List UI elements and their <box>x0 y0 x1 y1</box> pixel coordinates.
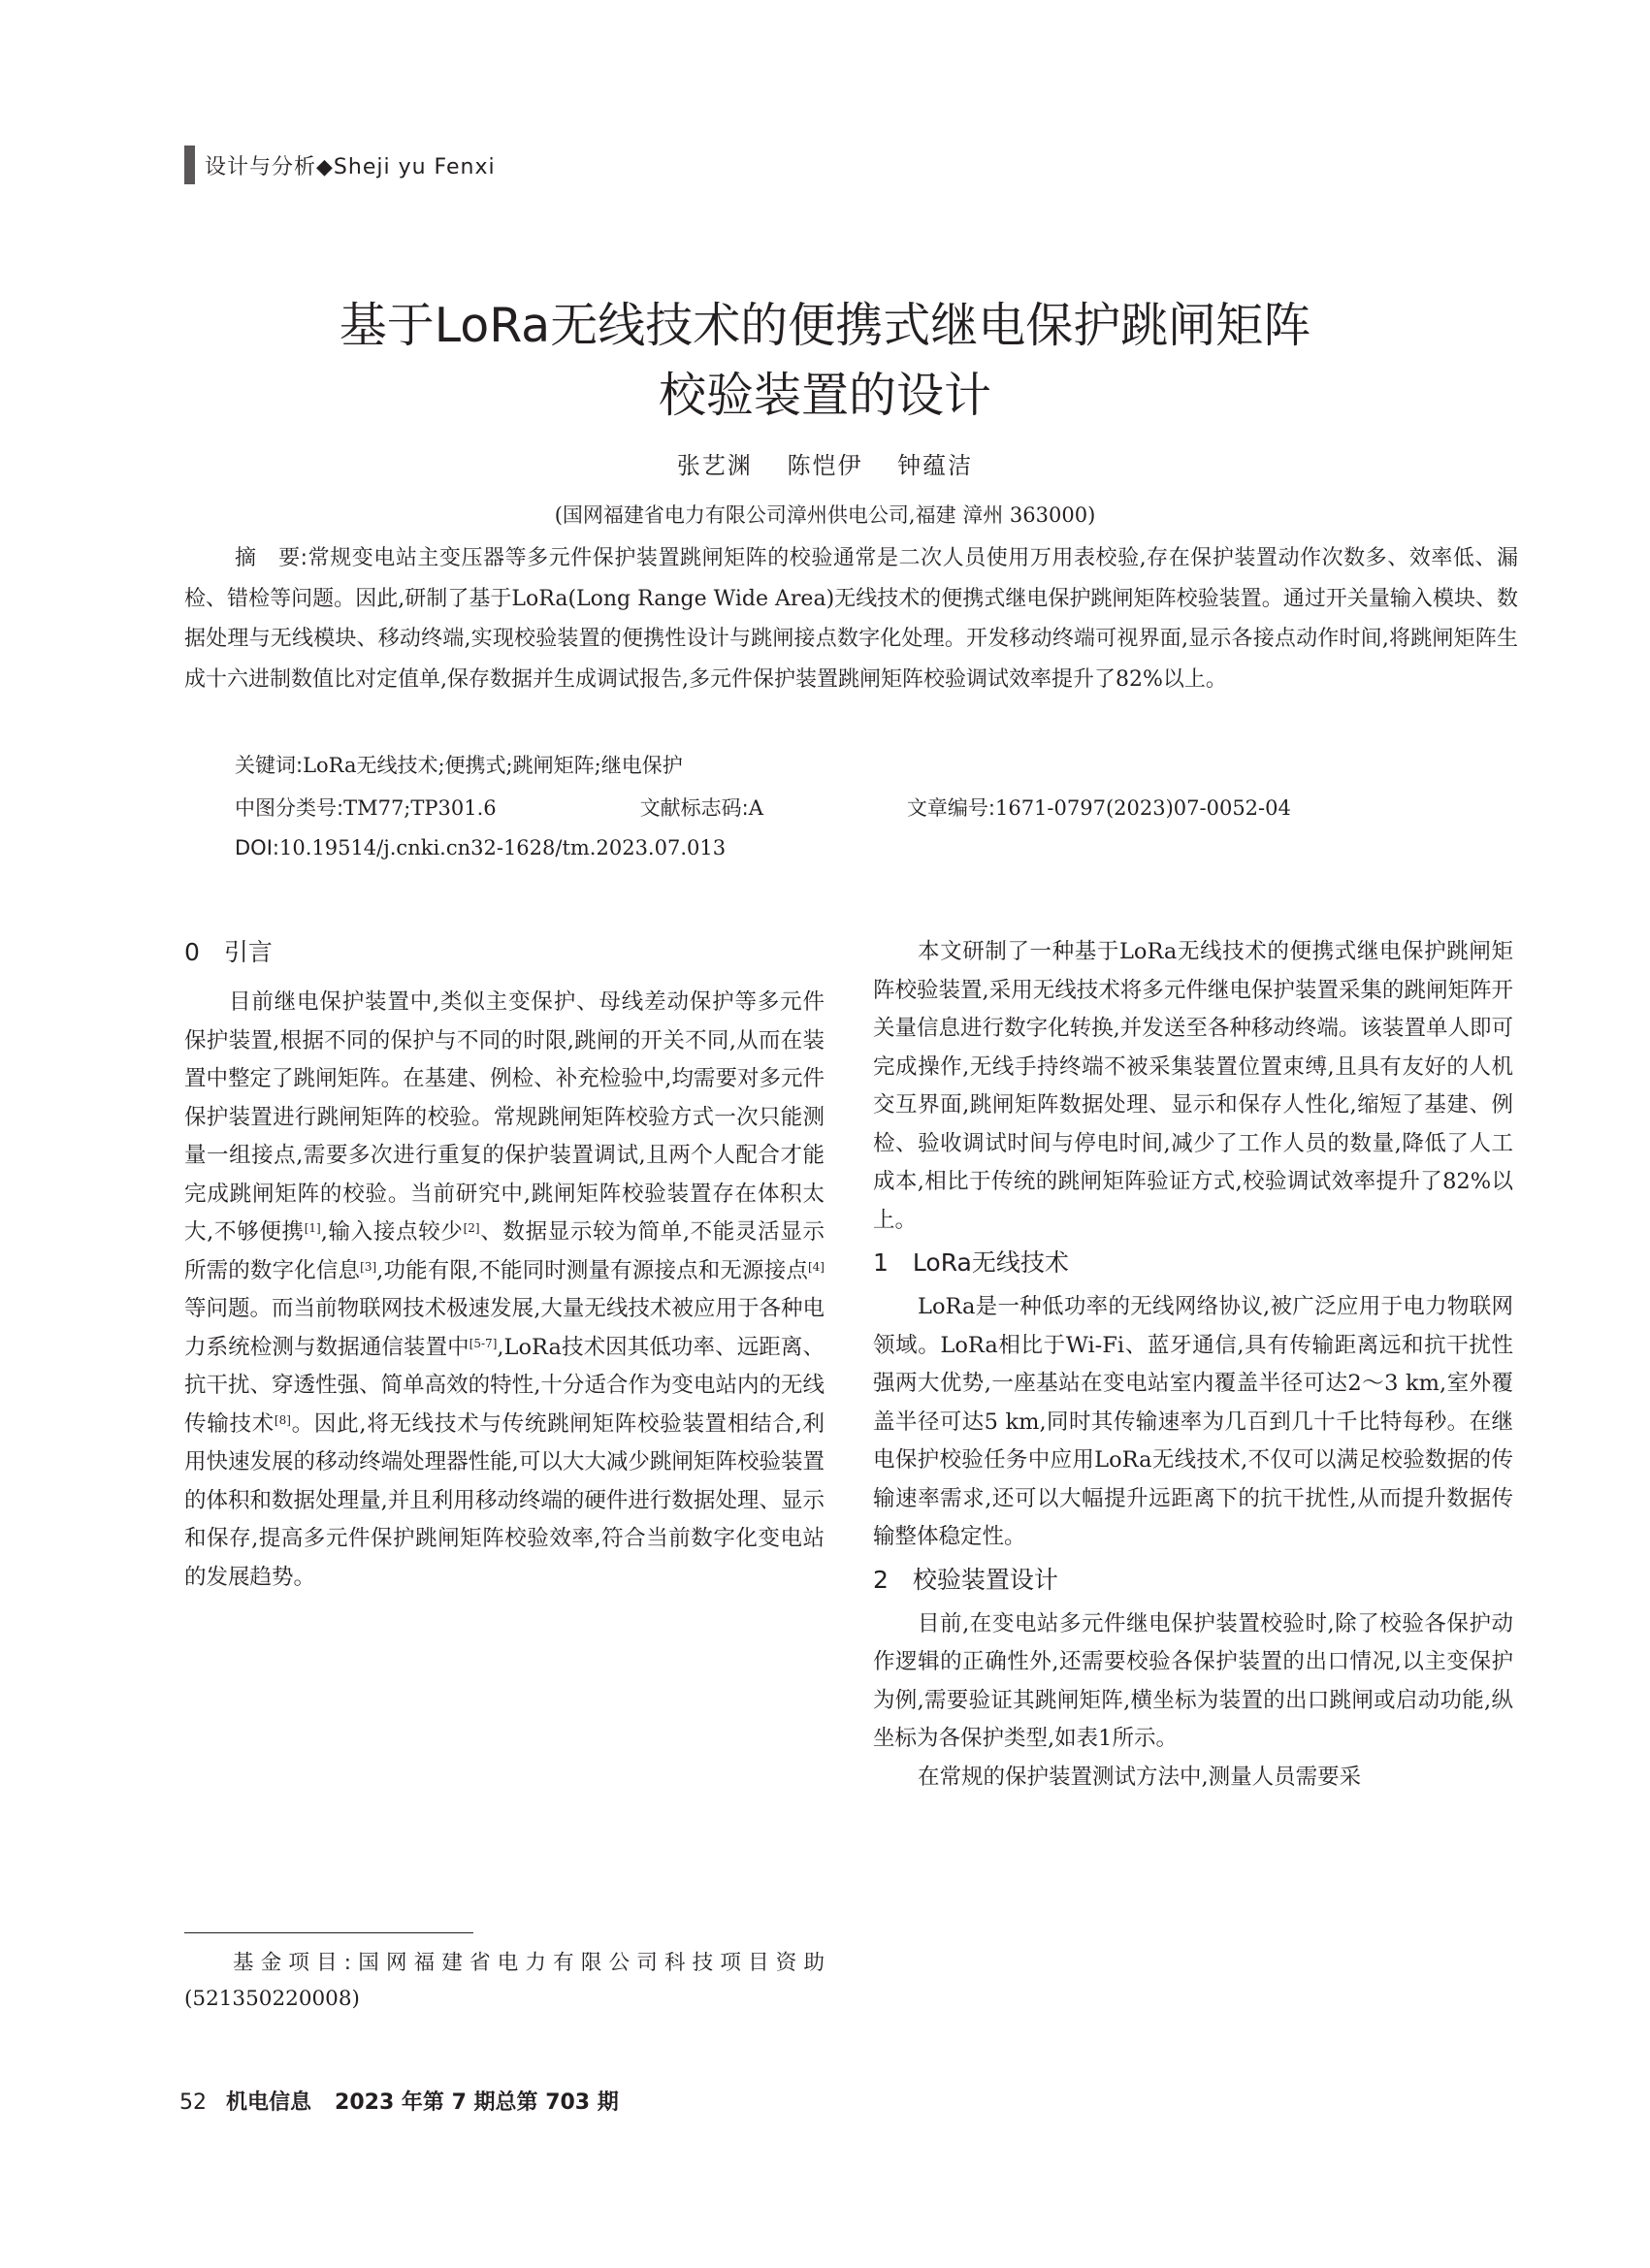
doi-value: 10.19514/j.cnki.cn32-1628/tm.2023.07.013 <box>278 836 727 859</box>
introduction-paragraph: 目前继电保护装置中,类似主变保护、母线差动保护等多元件保护装置,根据不同的保护与不同的时限,跳闸的开关不同,从而在装置中整定了跳闸矩阵。在基建、例检、补充检验中,均需要对多元件保护装置进行跳闸矩阵的校验。常规跳闸矩阵校验方式一次只能测量一组接点,需要多次进行重复的保护装置调试,且两个人配合才能完成跳闸矩阵的校验。当前研究中,跳闸矩阵校验装置存在体积太大,不够便携[1],输入接点较少[2]、数据显示较为简单,不能灵活显示所需的数字化信息[3],功能有限,不能同时测量有源接点和无源接点[4]等问题。而当前物联网技术极速发展,大量无线技术被应用于各种电力系统检测与数据通信装置中[5-7],LoRa技术因其低功率、远距离、抗干扰、穿透性强、简单高效的特性,十分适合作为变电站内的无线传输技术[8]。因此,将无线技术与传统跳闸矩阵校验装置相结合,利用快速发展的移动终端处理器性能,可以大大减少跳闸矩阵校验装置的体积和数据处理量,并且利用移动终端的硬件进行数据处理、显示和保存,提高多元件保护跳闸矩阵校验效率,符合当前数字化变电站的发展趋势。 <box>184 989 825 1590</box>
keywords-label: 关键词: <box>235 754 304 777</box>
abstract-label: 摘 要: <box>235 546 308 570</box>
clc-value: TM77;TP301.6 <box>343 796 497 820</box>
right-column <box>873 933 1513 1797</box>
footnote-label: 基金项目: <box>233 1951 352 1975</box>
abstract <box>184 538 1518 699</box>
section-1-heading: 1 LoRa无线技术 <box>873 1248 1069 1277</box>
citation-5-7[interactable]: [5-7] <box>469 1336 498 1350</box>
doi-label: DOI: <box>235 836 279 859</box>
paper-title <box>0 291 1650 431</box>
citation-2[interactable]: [2] <box>463 1221 480 1235</box>
citation-1[interactable]: [1] <box>304 1221 321 1235</box>
footnote-text: 国网福建省电力有限公司科技项目资助(521350220008) <box>184 1951 825 2011</box>
citation-8[interactable]: [8] <box>274 1412 291 1427</box>
page-number: 52 <box>179 2090 207 2115</box>
article-no-value: 1671-0797(2023)07-0052-04 <box>994 796 1291 820</box>
footnote-rule <box>184 1932 473 1933</box>
keywords <box>235 750 683 779</box>
section-2-heading: 2 校验装置设计 <box>873 1565 1058 1594</box>
section-0-heading: 0 引言 <box>184 938 273 966</box>
citation-3[interactable]: [3] <box>360 1259 377 1274</box>
classification <box>235 793 1435 822</box>
design-paragraph-1: 目前,在变电站多元件继电保护装置校验时,除了校验各保护动作逻辑的正确性外,还需要校验各保护装置的出口情况,以主变保护为例,需要验证其跳闸矩阵,横坐标为装置的出口跳闸或启动功能,纵坐标为各保护类型,如表1所示。 <box>873 1610 1513 1751</box>
keywords-text: LoRa无线技术;便携式;跳闸矩阵;继电保护 <box>303 754 683 777</box>
left-column <box>184 933 825 1597</box>
page-footer <box>179 2086 619 2116</box>
issue-info: 2023 年第 7 期总第 703 期 <box>335 2090 619 2115</box>
clc-label: 中图分类号: <box>235 796 344 820</box>
abstract-text: 常规变电站主变压器等多元件保护装置跳闸矩阵的校验通常是二次人员使用万用表校验,存在保护装置动作次数多、效率低、漏检、错检等问题。因此,研制了基于LoRa(Long Range Wide Area)无线技术的便携式继电保护跳闸矩阵校验装置。通过开关量输入模块、数据处理与无线模块、移动终端,实现校验装置的便携性设计与跳闸接点数字化处理。开发移动终端可视界面,显示各接点动作时间,将跳闸矩阵生成十六进制数值比对定值单,保存数据并生成调试报告,多元件保护装置跳闸矩阵校验调试效率提升了82%以上。 <box>184 546 1518 692</box>
doc-code-value: A <box>748 796 763 820</box>
title-line-1: 基于LoRa无线技术的便携式继电保护跳闸矩阵 <box>339 298 1311 353</box>
journal-name: 机电信息 <box>226 2090 312 2115</box>
title-line-2: 校验装置的设计 <box>658 368 991 423</box>
authors: 张艺渊 陈恺伊 钟蕴洁 <box>676 452 974 479</box>
footnote <box>184 1945 825 2017</box>
affiliation: (国网福建省电力有限公司漳州供电公司,福建 漳州 363000) <box>554 503 1096 527</box>
doi <box>235 836 726 859</box>
citation-4[interactable]: [4] <box>807 1259 825 1274</box>
lora-paragraph: LoRa是一种低功率的无线网络协议,被广泛应用于电力物联网领域。LoRa相比于Wi-Fi、蓝牙通信,具有传输距离远和抗干扰性强两大优势,一座基站在变电站室内覆盖半径可达2～3 km,室外覆盖半径可达5 km,同时其传输速率为几百到几十千比特每秒。在继电保护校验任务中应用LoRa无线技术,不仅可以满足校验数据的传输速率需求,还可以大幅提升远距离下的抗干扰性,从而提升数据传输整体稳定性。 <box>873 1294 1513 1549</box>
introduction-paragraph-2: 本文研制了一种基于LoRa无线技术的便携式继电保护跳闸矩阵校验装置,采用无线技术将多元件继电保护装置采集的跳闸矩阵开关量信息进行数字化转换,并发送至各种移动终端。该装置单人即可完成操作,无线手持终端不被采集装置位置束缚,且具有友好的人机交互界面,跳闸矩阵数据处理、显示和保存人性化,缩短了基建、例检、验收调试时间与停电时间,减少了工作人员的数量,降低了人工成本,相比于传统的跳闸矩阵验证方式,校验调试效率提升了82%以上。 <box>873 939 1513 1233</box>
running-header <box>184 146 496 184</box>
design-paragraph-2: 在常规的保护装置测试方法中,测量人员需要采 <box>918 1764 1362 1790</box>
section-label: 设计与分析◆Sheji yu Fenxi <box>205 154 496 179</box>
doc-code-label: 文献标志码: <box>639 796 749 820</box>
header-bar <box>184 146 195 184</box>
article-no-label: 文章编号: <box>906 796 995 820</box>
